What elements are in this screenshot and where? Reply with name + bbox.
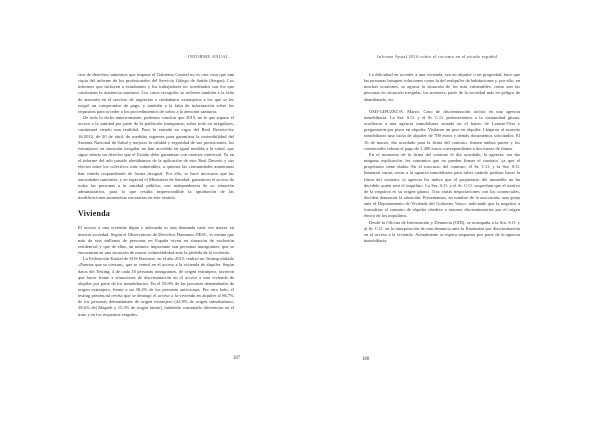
section-heading-vivienda: Vivienda	[78, 209, 110, 219]
left-text-column	[78, 72, 234, 318]
right-page	[300, 0, 600, 424]
body-paragraph: La dificultad en acceder a una vivienda, sea en alquiler o en propiedad, hace que las personas busquen soluciones como la del realquiler de habitaciones y, por ello, en muchas ocasiones, se agrava la situación de los más vulnerables, como son las personas en situación irregular, los menores, parte de la sociedad más en peligro de abandonado, etc.	[364, 72, 520, 102]
running-head-left: INFORME ANUAL	[188, 54, 229, 59]
body-paragraph: Desde la Oficina de Información y Denuncia (OID), se acompaña a la Sra. S.O. y al Sr. C.O. en la interposición de una denuncia ante la Ertzaintza por discriminación en el acceso a la vivienda. Actualmente se espera respuesta por parte de la agencia inmobiliaria.	[364, 219, 520, 244]
body-paragraph: El acceso a una vivienda digna y adecuada es una demanda cada vez mayor en nuestra sociedad. Según el Observatorio de Derechos Humanos DESC, se estima que más de seis millones de personas en España viven en situación de exclusión residencial y que de ellas, un número importante son personas inmigrantes, que se encuentran en una situación de mayor vulnerabilidad ante la pérdida de la vivienda.	[78, 225, 234, 256]
page-number-right: 188	[362, 357, 370, 362]
body-paragraph: La Federación Estatal de SOS Racismo, en el año 2015, realizó un Testing titulado «Puertas que se cierran», que se centró en el acceso a la vivienda de alquiler. Según datos del Testing, 4 de cada 10 personas inmigrantes, de origen extranjero, tuvieron que hacer frente a situaciones de discriminación en el acceso a una vivienda de alquiler por parte de los inmobiliarios. En el 59,9% de las personas demandantes de origen extranjero, frente a un 30,2% de las personas autóctonas. Por otro lado, el testing presencial revela que se deniegó el acceso a la vivienda en alquiler al 86,7% de los personas demandantes de origen extranjero (42,9% de origen subsahariano, 28,6% del Magreb y 15,3% de origen latino), habiendo constatado diferencias en el trato y en los requisitos exigidos.	[78, 256, 234, 317]
running-head-right: Informe Anual 2016 sobre el racismo en el estado español	[377, 54, 498, 59]
page-number-left: 187	[233, 356, 241, 361]
body-paragraph: De todo lo dicho anteriormente, podemos concluir que 2015, no lo que supuso el acceso a la sanidad por parte de la población inmigrante, sobre todo en irregulares, continuará siendo una realidad. Pues la entrada en vigor del Real Decreto-ley 16/2012, de 20 de abril, de medidas urgentes para garantizar la sostenibilidad del Sistema Nacional de Salud y mejorar la calidad y seguridad de sus prestaciones, los extranjeros en situación irregular no han accedido en igual medida a la salud, que sigue siendo un derecho que el Estado debe garantizar con carácter universal. Ya en el informe del año pasado alertábamos de la aplicación de este Real Decreto y sus efectos entre los colectivos más vulnerables, a quienes las comunidades autónomas han venido respondiendo de forma desigual. Por ello, se hace necesario que las autoridades sanitarias, y en especial el Ministerio de Sanidad, garanticen el acceso de todas las personas a la sanidad pública, con independencia de su situación administrativa, para lo que resulta imprescindible la aprobación de las modificaciones normativas necesarias en este sentido.	[78, 115, 234, 201]
case-paragraph: OSD-GIPUZKOA. Marzo. Caso de discriminación racista en una agencia inmobiliaria. La Sra. S.O. y el Sr. C.O. pertenecientes a la comunidad gitana, acudieron a una agencia inmobiliaria situada en el barrio de Lasarte-Oria y preguntaron por pisos en alquiler. Visitaron un piso en alquiler. Llegaron al acuerdo inmobiliario una cuota de alquiler de 700 euros y demás documentos solicitados. El 16 de marzo, día acordado para la firma del contrato, firman ambos partes y los comerciales cobran el pago de 1.400 euros correspondiente a dos meses de fianza.	[364, 108, 520, 151]
right-text-column	[364, 72, 520, 244]
body-paragraph: En el momento de la firma del contrato el día acordado, la agencia, sin dar ninguna explicación, les comunica que no pueden firmar el contrato, ya que el propietario tiene dudas. En el trascurso del contrato, el Sr. C.O. y la Sra. S.O. llamaron varias veces a la agencia inmobiliaria para saber cuándo podrían hacer la firma del contrato, la agencia les indica que el propietario del inmueble no ha decidido quién será el inquilino. La Sra. S.O. y el Sr. C.O. sospechan que el motivo de la negativa es su origen gitano. Tras varias negociaciones con los comerciales, deciden denunciar la situación. Presentamos, en nombre de la asociación, una queja ante el Departamento de Vivienda del Gobierno Vasco, indicando que la negativa a formalizar el contrato de alquiler obedece a razones discriminatorias por el origen étnico de los inquilinos.	[364, 151, 520, 219]
body-paragraph: cios de derechos sanitarios que impone el Gobierno Central no es otra cosa que una copia del informe de los profesionales del Servicio Galego de Saúde (Sergas). Los informes que incluyen a estudiantes y los trabajadores no acreditados son los que conforman la asistencia sanitaria. Los casos recogidos se refieren también a la falta de atención en el servicio de urgencias a ciudadanos extranjeros a los que se les exigió un compromiso de pago, y también a la falta de información sobre los requisitos para acceder a los procedimientos de cobro a la atención sanitaria.	[78, 72, 234, 114]
